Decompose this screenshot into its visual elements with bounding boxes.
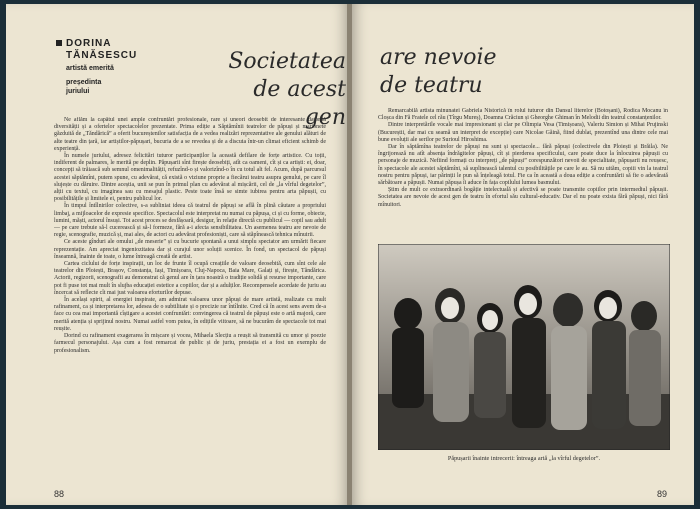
bullet-square-icon (56, 40, 62, 46)
right-paragraph: Remarcabilă artista minunatei Gabriela Nistorică în rolul tuturor din Dansul literelor (Botoșani), Rodica Mocanu în Cloșca din Fă Fratele cel rău (Tîrgu Mureș), Doamna Crăciun și Gheorghe Ghiman în Melodii din teatrul constanțenilor. (378, 108, 668, 122)
title-right-line1: are nevoie (380, 45, 497, 70)
article-title-right (380, 44, 560, 100)
left-paragraph: Dorind cu rafinament exagerarea în mișcare și vocea, Mihaela Slecțiu a reușit să transmită cu umor și poezie farmecul personajului. Așa cum a fost remarcat de public și de juriu, prestația ei a fost un exemplu de profesionalism. (54, 333, 326, 354)
author-role2-line2: juriului (66, 88, 90, 95)
right-paragraph: Știm de mult ce extraordinară bogăție intelectuală și afectivă se poate transmite copiilor prin intermediul păpușii. Societatea are nevoie de acest gen de teatru în efortul său cultural-educativ. Dar el nu poate exista fără păpuși, nici fără mînuitori. (378, 187, 668, 208)
left-paragraph: Cartea ciclului de forțe inspirații, un loc de frunte îl ocupă creațiile de valoare deosebită, cum sînt cele ale teatrelor din Ploiești, Brașov, Constanța, Iași, Timișoara, Cluj-Napoca, Baia Mare, Galați și, firește, Tăndărica. Actorii, regizorii, scenografii au demonstrat că genul are în țara noastră o tradiție solidă și resurse importante, care pot fi puse tot mai mult în slujba educației estetice a copiilor, dar și a adulților. Recompensele acordate de juriu au încercat să reflecte cît mai just valoarea eforturilor depuse. (54, 261, 326, 296)
right-paragraph: Dintre interpretările vocale mai impresionant și clar pe Olimpia Vesa (Timișoara), Valeriu Simion și Mihai Prujinski (Bucureștii, dar mai cu seamă un interpret de excepție) care Nicolae Găină, fiind dublat, prezentînd una dintre cele mai bune evoluții ale serilor pe Surioul Hiroshima. (378, 122, 668, 143)
author-role: artistă emerită (66, 65, 114, 72)
left-paragraph: În numele juriului, adresez felicitări tuturor participanților la această defilare de forțe artistice. Cu toții, indiferent de palmares, le merită pe deplin. Păpușarii sînt firește deosebiți, atît ca oameni, cît și ca artiști: ei, doar, concepți să trăiască sub semnul omenimalității, refuzînd-o și valorizînd-o în cu totul alt fel. Acum, după parcursul acestei săptămîni, putem spune, cu adevărat, că există o viziune proprie a fiecărui teatru asupra genului, pe care îl slujește cu dăruire. Dintre aceștia, unii se pun în primul plan cu adevărat al mișcării, cel de „la vîrful degetelor”, alții cu textul, cu imaginea sau cu mesajul plastic. Peste toate însă se simte iubirea pentru arta păpușii, cu posibilitățile și limitele ei, pentru publicul lor. (54, 153, 326, 203)
author-block (56, 38, 176, 96)
left-page (6, 4, 348, 505)
right-paragraph: Dar în săptămîna teatrelor de păpuși nu sunt și spectacole... fără păpuși (colectivele din Ploiești și Brăila). Ne îngrijorează nu atît absența îndrăgitelor păpuși, cît și pierderea specificului, care poate duce la înlocuirea păpușii cu personaje de muzică. Nefiind formați cu interpreți „de păpuși” corespunzători nevoii de specialitate, păpușarii nu reușesc, în spectacole ale acestei săptămîni, să suplinească talentul cu posibilitățile pe care le au. Să nu uităm, copiii vin la teatrul nostru pentru păpuși, iar părinții le pun să înțeleagă totul. Fie ca în această a doua ediție a confruntării să fie o adevărată sărbătoare a păpușii. Numai păpușa îi aduce în fața copilului lumea basmului. (378, 144, 668, 187)
left-paragraph: Ne aflăm la capătul unei ample confruntări profesionale, rare și uneori deosebit de interesante datorită diversității și a ofertelor spectacolelor prezentate. Prima ediție a Săptămînii teatrelor de păpuși și marionete găzduită de „Tăndărică” a oferit bucureștenilor satisfacția de a vedea realizări reprezentative ale genului alături de alte teatre din țară, iar artiștilor-păpușari, bucuria de a se revedea și de a discuta într-un climat eficient schimb de experiență. (54, 117, 326, 152)
magazine-spread (6, 4, 694, 505)
title-right-line2: de teatru (380, 73, 483, 98)
author-role2 (56, 78, 176, 96)
photo-caption: Păpușarii înainte intrecerii: întreaga artă „la vîrful degetelor”. (447, 455, 601, 462)
author-name (56, 38, 176, 50)
left-paragraph: În timpul întîlnirilor colective, s-a subliniat ideea că teatrul de păpuși se află în plină căutare a propriului limbaj, a mijloacelor de expresie specifice. Spectacolul este interpretat nu numai cu păpușa, ci și cu forme, obiecte, lumini, măști, actorul însuși. Tot acest proces se desfășoară, desigur, în relație directă cu publicul — copil sau adult — pe care trebuie să-l cucerească și să-l formeze, fără a-i afecta sensibilitatea. Un asemenea teatru are nevoie de regie, scenografie, muzică și, mai ales, de actori cu adevărat profesioniști, care să stăpînească tehnica mînuirii. (54, 203, 326, 239)
left-paragraph: În același spirit, al energiei inspirate, am admirat valoarea unor păpuși de mare artistă, realizate cu mult rafinament, ca și interpretarea lor, adesea de o subtilitate și o precizie rar întîlnite. Cred că în acest sens avem de-a face cu cea mai importantă cîștigare a acestei confruntări: convingerea că teatrul de păpuși este o artă majoră, care merită atenția și sprijinul nostru. Numai astfel vom putea, în edițiile viitoare, să ne bucurăm de spectacole tot mai reușite. (54, 297, 326, 332)
title-left-line1: Societatea (228, 49, 346, 74)
author-role2-line1: președinta (66, 79, 102, 86)
right-page (352, 4, 694, 505)
left-paragraph: Ce aceste gînduri ale omului „de meserie” și cu bucurie spontană a unui simplu spectator am urmărit fiecare reprezentație. Am apreciat ingeniozitatea dar și curajul unor soluții scenice. În fond, un spectacol de păpuși înseamnă, înainte de toate, o lume întreagă creată de artist. (54, 239, 326, 260)
left-column-text (54, 117, 326, 483)
group-photo (378, 244, 670, 450)
right-column-text (378, 108, 668, 238)
author-surname: TĂNĂSESCU (66, 50, 138, 61)
page-number-right: 89 (657, 489, 668, 499)
title-left-line2: de acest gen (253, 77, 346, 130)
author-name-line1: DORINA (66, 38, 112, 49)
page-number-left: 88 (54, 489, 65, 499)
